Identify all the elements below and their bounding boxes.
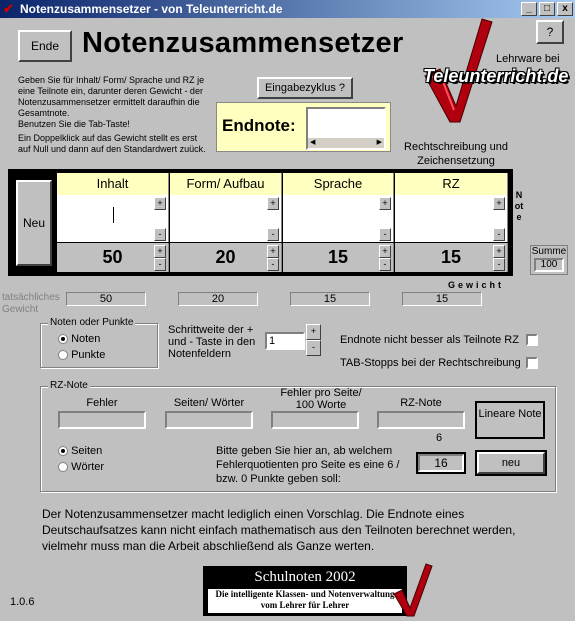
instructions: [18, 75, 210, 155]
ad-check-icon: [392, 560, 434, 618]
radio-noten[interactable]: [58, 333, 100, 345]
end-button[interactable]: Ende: [18, 30, 72, 62]
radio-punkte-icon[interactable]: [58, 350, 68, 360]
check-endnote[interactable]: [526, 334, 538, 346]
summe-label: Summe: [531, 246, 567, 257]
weight-plus-sprache[interactable]: +: [379, 245, 391, 258]
noten-punkte-group: [40, 323, 158, 368]
weight-minus-sprache[interactable]: -: [379, 258, 391, 271]
radio-noten-icon[interactable]: [58, 334, 68, 344]
six-threshold-input[interactable]: 16: [418, 454, 464, 472]
note-plus-inhalt[interactable]: +: [154, 197, 166, 210]
rz-neu-button[interactable]: neu: [477, 452, 545, 474]
scroll-right-icon[interactable]: ▶: [376, 139, 382, 146]
weight-field-sprache[interactable]: 15: [283, 243, 394, 272]
six-label: 6: [436, 432, 443, 444]
note-minus-rz[interactable]: -: [493, 228, 505, 241]
check-endnote-label: Endnote nicht besser als Teilnote RZ: [340, 334, 519, 346]
radio-woerter[interactable]: [58, 461, 104, 473]
noten-punkte-group-label: Noten oder Punkte: [50, 317, 134, 328]
help-button[interactable]: ?: [536, 20, 564, 44]
rz-fehler-field[interactable]: [58, 411, 146, 429]
radio-seiten[interactable]: [58, 445, 102, 457]
summe-value: 100: [534, 258, 564, 272]
neu-button[interactable]: Neu: [16, 180, 52, 266]
rz-fehler-pro-field: [271, 411, 359, 429]
lineare-note-button[interactable]: Lineare Note: [475, 401, 545, 439]
endnote-scrollbar[interactable]: [308, 138, 384, 148]
eingabezyklus-button[interactable]: Eingabezyklus ?: [257, 77, 353, 99]
maximize-button[interactable]: □: [539, 2, 555, 16]
note-field-sprache[interactable]: [283, 195, 394, 242]
note-plus-sprache[interactable]: +: [379, 197, 391, 210]
rz-fehler-header: Fehler: [86, 397, 118, 409]
rz-note-field: [377, 411, 465, 429]
actual-weight-form: 20: [178, 292, 258, 306]
note-field-form[interactable]: [170, 195, 282, 242]
column-header-rz: RZ: [395, 173, 508, 195]
text-cursor: [113, 207, 114, 223]
note-plus-rz[interactable]: +: [493, 197, 505, 210]
six-threshold-frame: [416, 452, 466, 474]
radio-woerter-icon[interactable]: [58, 462, 68, 472]
window-title: Notenzusammensetzer - von Teleunterricht.de: [20, 2, 283, 16]
radio-punkte-label: Punkte: [71, 349, 106, 361]
schrittweite-input[interactable]: 1: [265, 332, 305, 350]
version-label: 1.0.6: [10, 596, 35, 608]
radio-woerter-label: Wörter: [71, 461, 105, 473]
actual-weight-label: tatsächliches Gewicht: [2, 292, 60, 315]
note-plus-form[interactable]: +: [267, 197, 279, 210]
weight-field-form[interactable]: 20: [170, 243, 282, 272]
weight-plus-form[interactable]: +: [267, 245, 279, 258]
schrittweite-minus[interactable]: -: [306, 340, 321, 356]
weight-field-rz[interactable]: 15: [395, 243, 508, 272]
rz-neu-frame: [475, 450, 547, 476]
note-side-label: Note: [514, 190, 524, 222]
rz-seiten-field[interactable]: [165, 411, 253, 429]
rz-hint-text: Bitte geben Sie hier an, ab welchem Fehlerquotienten pro Seite es eine 6 / bzw. 0 Punkte geben soll:: [216, 445, 400, 485]
column-header-form: Form/ Aufbau: [170, 173, 282, 195]
actual-weight-inhalt: 50: [66, 292, 146, 306]
app-check-icon: ✔: [3, 1, 14, 16]
note-minus-inhalt[interactable]: -: [154, 228, 166, 241]
note-minus-form[interactable]: -: [267, 228, 279, 241]
weight-minus-form[interactable]: -: [267, 258, 279, 271]
radio-seiten-icon[interactable]: [58, 446, 68, 456]
disclaimer-text: Der Notenzusammensetzer macht lediglich einen Vorschlag. Die Endnote eines Deutschaufsatzes kann nicht einfach mathematisch aus den Teilnoten berechnet werden, vielmehr muss man die Arbeit abschließend als Ganze werten.: [42, 507, 516, 553]
note-minus-sprache[interactable]: -: [379, 228, 391, 241]
endnote-field[interactable]: [306, 107, 386, 150]
summe-box: [530, 245, 568, 275]
schrittweite-plus[interactable]: +: [306, 324, 321, 340]
gewicht-label: Gewicht: [448, 280, 505, 290]
app-title: Notenzusammensetzer: [82, 27, 404, 59]
weight-minus-inhalt[interactable]: -: [154, 258, 166, 271]
weight-minus-rz[interactable]: -: [493, 258, 505, 271]
rz-seiten-header: Seiten/ Wörter: [173, 397, 245, 409]
rz-note-group-label: RZ-Note: [50, 380, 88, 391]
ad-title: Schulnoten 2002: [254, 569, 356, 585]
instruction-text-3: Ein Doppelklick auf das Gewicht stellt es erst auf Null und dann auf den Standardwert zuück.: [18, 133, 206, 154]
schulnoten-ad[interactable]: [203, 566, 407, 616]
scroll-left-icon[interactable]: ◀: [310, 139, 316, 146]
ad-subtitle: Die intelligente Klassen- und Notenverwaltung vom Lehrer für Lehrer: [208, 589, 402, 613]
rz-caption: Rechtschreibung und Zeichensetzung: [404, 141, 508, 167]
minimize-button[interactable]: _: [521, 2, 537, 16]
weight-field-inhalt[interactable]: 50: [57, 243, 169, 272]
schrittweite-label: Schrittweite der + und - Taste in den Notenfeldern: [168, 324, 256, 360]
weight-plus-rz[interactable]: +: [493, 245, 505, 258]
column-header-sprache: Sprache: [283, 173, 394, 195]
radio-punkte[interactable]: [58, 349, 105, 361]
rz-note-header: RZ-Note: [400, 397, 442, 409]
check-tab-label: TAB-Stopps bei der Rechtschreibung: [340, 357, 521, 369]
rz-fehler-pro-header: Fehler pro Seite/ 100 Worte: [280, 387, 362, 411]
radio-noten-label: Noten: [71, 333, 101, 345]
weight-plus-inhalt[interactable]: +: [154, 245, 166, 258]
note-field-rz[interactable]: [395, 195, 508, 242]
actual-weight-rz: 15: [402, 292, 482, 306]
check-tab-stopps[interactable]: [526, 357, 538, 369]
lehrware-label: Lehrware bei: [496, 53, 560, 65]
actual-weight-sprache: 15: [290, 292, 370, 306]
endnote-panel: [216, 102, 391, 152]
brand-logo-text: Teleunterricht.de: [423, 66, 569, 86]
endnote-label: Endnote:: [222, 116, 296, 135]
instruction-text-1: Geben Sie für Inhalt/ Form/ Sprache und RZ je eine Teilnote ein, darunter deren Gewicht - der Notenzusammensetzer ermittelt daraufhin die Gesamtnote.: [18, 75, 205, 118]
instruction-text-2: Benutzen Sie die Tab-Taste!: [18, 119, 130, 129]
radio-seiten-label: Seiten: [71, 445, 103, 457]
close-button[interactable]: x: [557, 2, 573, 16]
note-field-inhalt[interactable]: [57, 195, 169, 242]
column-header-inhalt: Inhalt: [57, 173, 169, 195]
